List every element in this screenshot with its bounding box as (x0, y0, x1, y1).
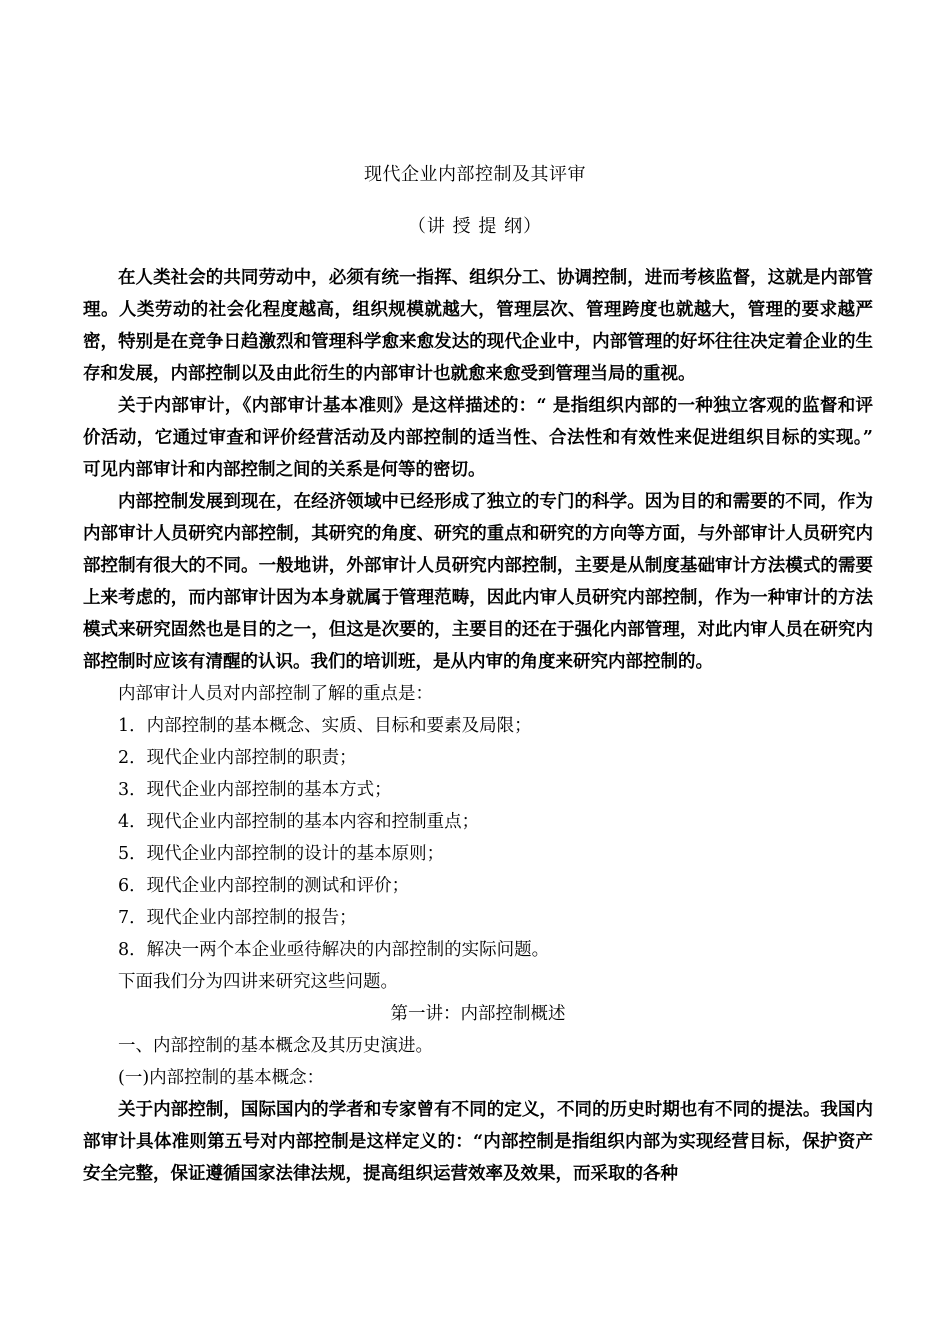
list-item: 1．内部控制的基本概念、实质、目标和要素及局限； (118, 716, 532, 736)
document-title: 现代企业内部控制及其评审 (364, 164, 586, 185)
list-item: 4．现代企业内部控制的基本内容和控制重点； (118, 812, 480, 832)
list-item: 2．现代企业内部控制的职责； (118, 748, 357, 768)
list-item: 6．现代企业内部控制的测试和评价； (118, 876, 410, 896)
intro-paragraph-1: 在人类社会的共同劳动中，必须有统一指挥、组织分工、协调控制，进而考核监督，这就是内部管理。人类劳动的社会化程度越高，组织规模就越大，管理层次、管理跨度也就越大，管理的要求越严密，特别是在竞争日趋激烈和管理科学愈来愈发达的现代企业中，内部管理的好坏往往决定着企业的生存和发展，内部控制以及由此衍生的内部审计也就愈来愈受到管理当局的重视。 (83, 268, 873, 384)
lecture-heading: 第一讲：内部控制概述 (390, 1004, 566, 1024)
document-subtitle: （讲 授 提 纲） (407, 216, 543, 237)
list-item: 7．现代企业内部控制的报告； (118, 908, 357, 928)
document-body (83, 262, 873, 1190)
list-intro: 内部审计人员对内部控制了解的重点是： (118, 684, 433, 704)
intro-paragraph-3: 内部控制发展到现在，在经济领域中已经形成了独立的专门的科学。因为目的和需要的不同，作为内部审计人员研究内部控制，其研究的角度、研究的重点和研究的方向等方面，与外部审计人员研究内部控制有很大的不同。一般地讲，外部审计人员研究内部控制，主要是从制度基础审计方法模式的需要上来考虑的，而内部审计因为本身就属于管理范畴，因此内审人员研究内部控制，作为一种审计的方法模式来研究固然也是目的之一，但这是次要的，主要目的还在于强化内部管理，对此内审人员在研究内部控制时应该有清醒的认识。我们的培训班，是从内审的角度来研究内部控制的。 (83, 492, 873, 672)
section-heading: 一、内部控制的基本概念及其历史演进。 (118, 1036, 433, 1056)
definition-paragraph: 关于内部控制，国际国内的学者和专家曾有不同的定义，不同的历史时期也有不同的提法。我国内部审计具体准则第五号对内部控制是这样定义的：“内部控制是指组织内部为实现经营目标，保护资产安全完整，保证遵循国家法律法规，提高组织运营效率及效果，而采取的各种 (83, 1100, 873, 1184)
list-item: 3．现代企业内部控制的基本方式； (118, 780, 392, 800)
subsection-heading: (一)内部控制的基本概念： (118, 1068, 325, 1088)
list-item: 8．解决一两个本企业亟待解决的内部控制的实际问题。 (118, 940, 550, 960)
list-item: 5．现代企业内部控制的设计的基本原则； (118, 844, 445, 864)
intro-paragraph-2: 关于内部审计，《内部审计基本准则》是这样描述的：“ 是指组织内部的一种独立客观的监督和评价活动，它通过审查和评价经营活动及内部控制的适当性、合法性和有效性来促进组织目标的实现。” 可见内部审计和内部控制之间的关系是何等的密切。 (83, 396, 873, 480)
list-outro: 下面我们分为四讲来研究这些问题。 (118, 972, 398, 992)
